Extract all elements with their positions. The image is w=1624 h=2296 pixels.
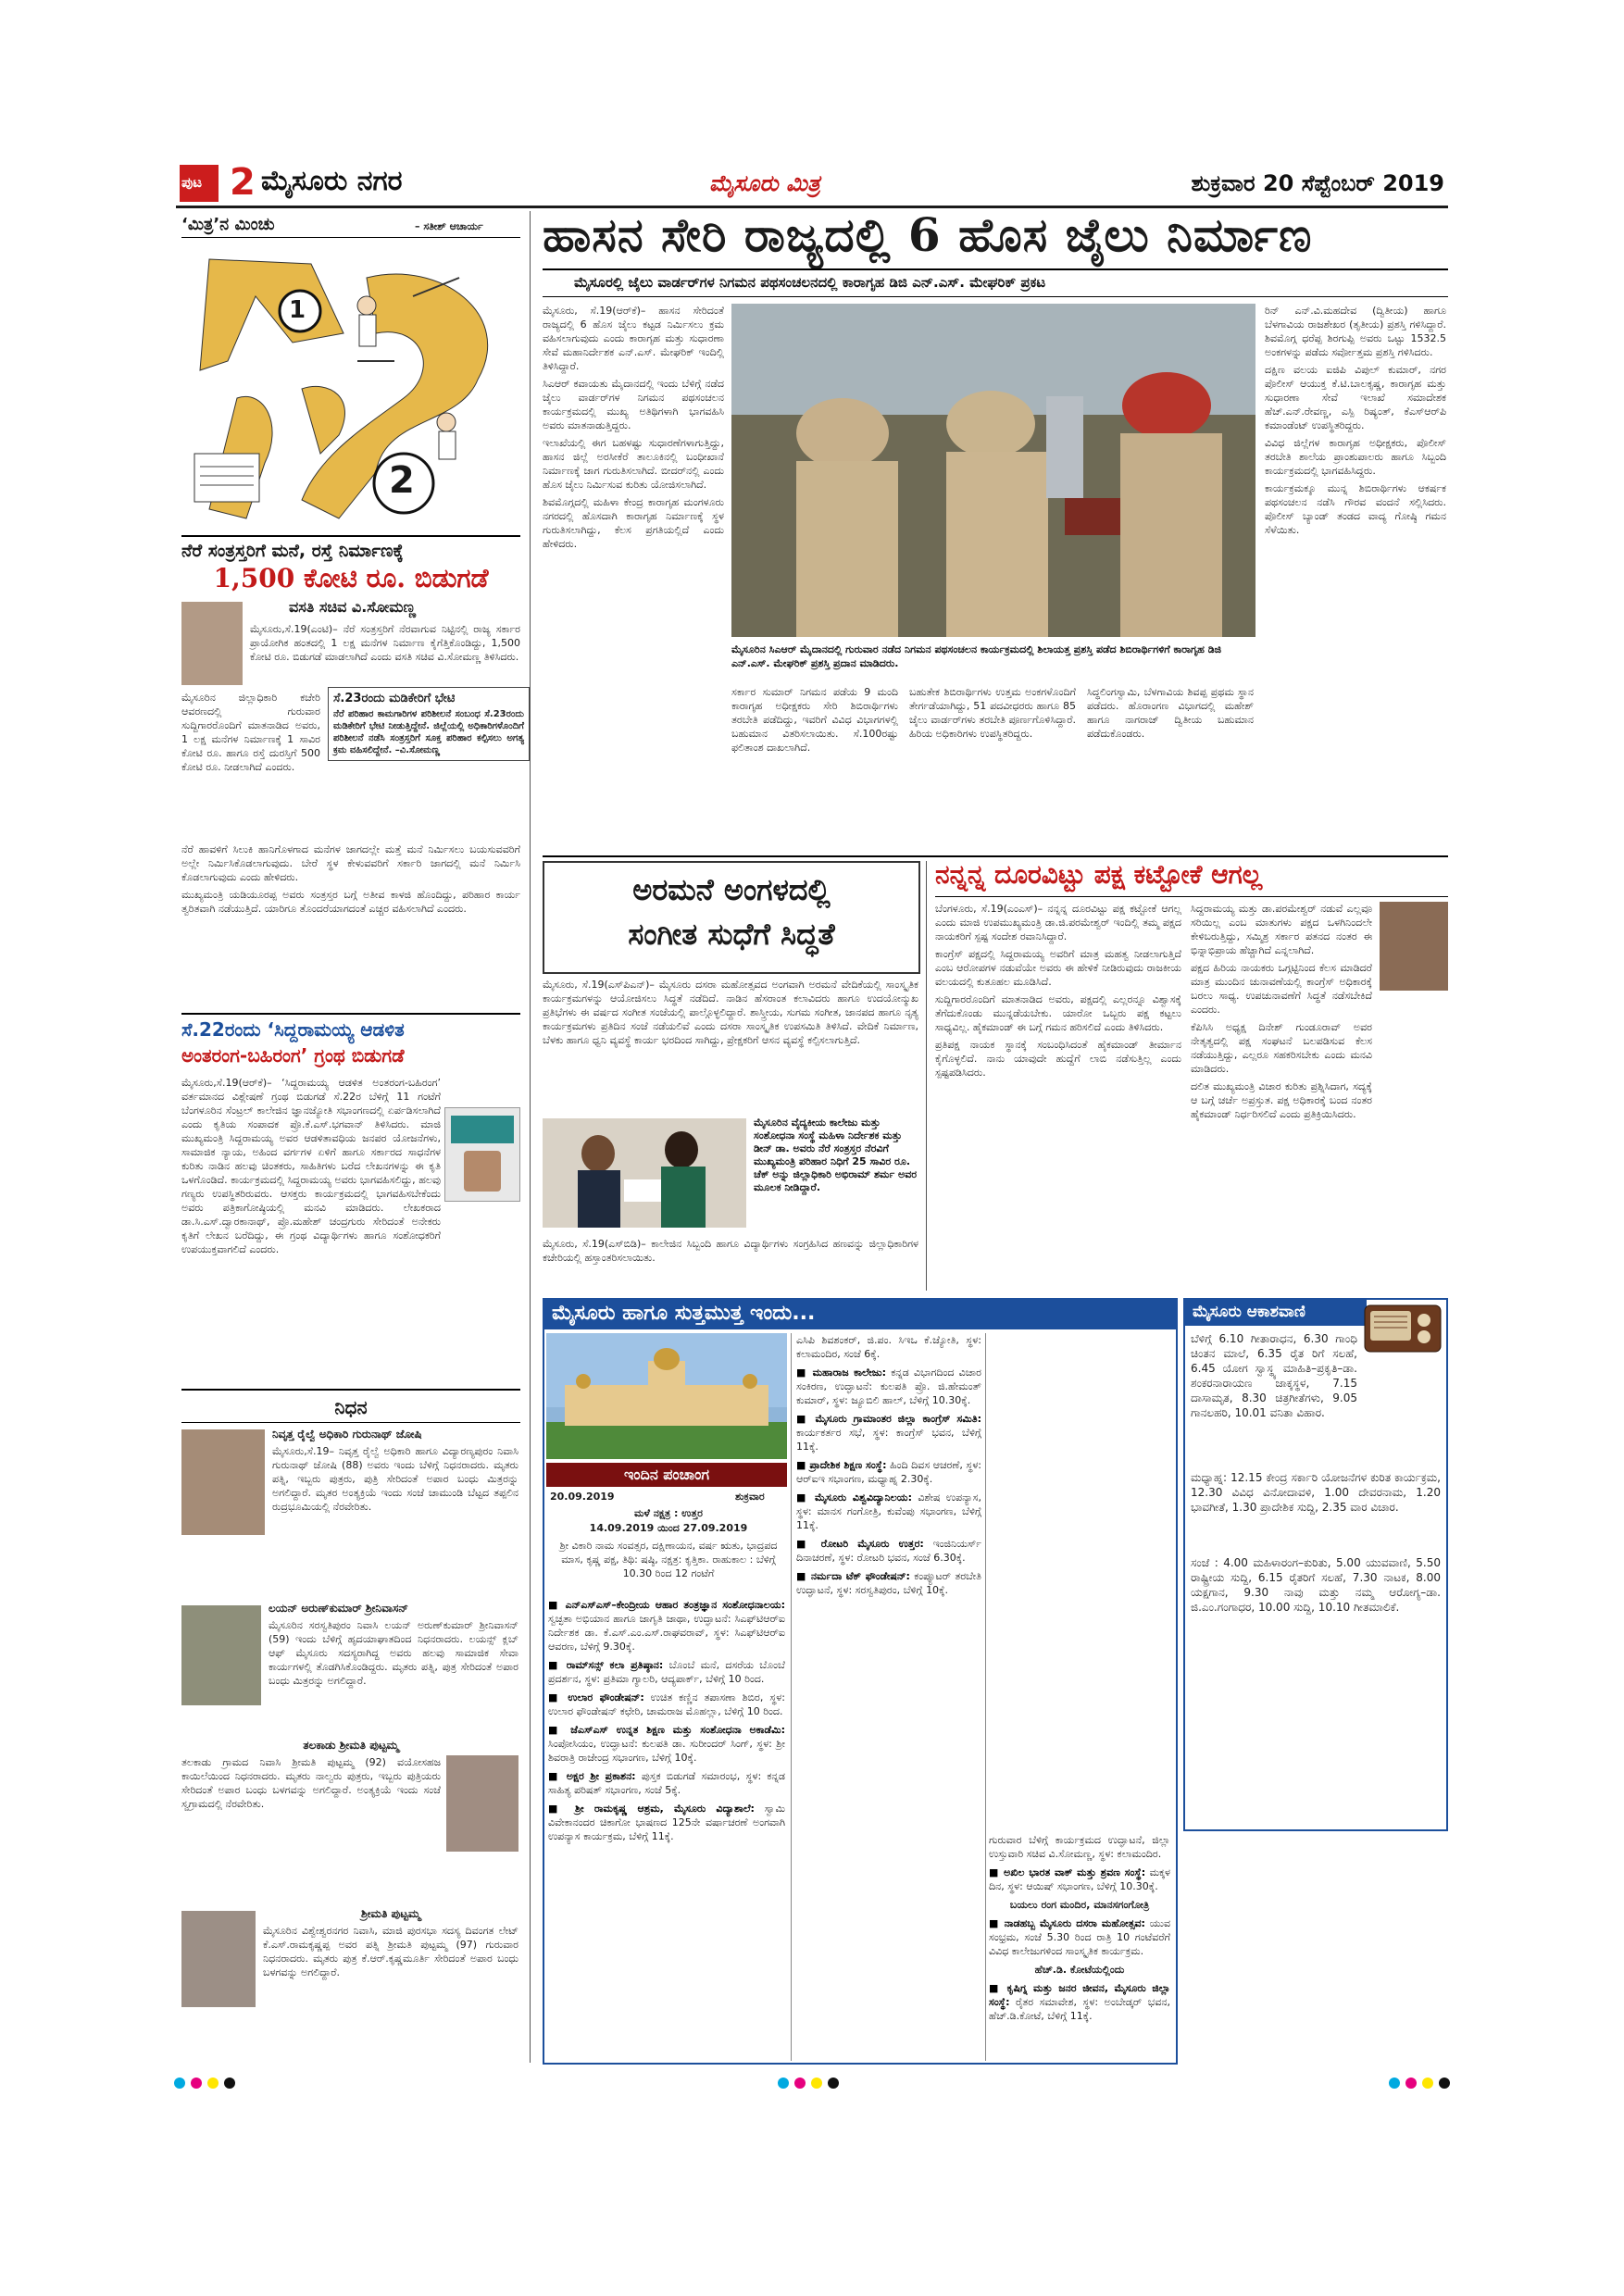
- event-b-5-text: ವಿಶೇಷ ಉಪನ್ಯಾಸ, ಸ್ಥಳ: ಮಾನಸ ಗಂಗೋತ್ರಿ, ಕುವೆಂಪು ಸಭಾಂಗಣ, ಬೆಳಿಗ್ಗೆ 11ಕ್ಕೆ.: [796, 1491, 981, 1531]
- housing-box-title: ಸೆ.23ರಂದು ಮಡಿಕೇರಿಗೆ ಭೇಟಿ: [333, 692, 456, 705]
- event-b-7: [796, 1569, 981, 1597]
- lead-p3: ಇಲಾಖೆಯಲ್ಲಿ ಈಗ ಬಹಳಷ್ಟು ಸುಧಾರಣೆಗಳಾಗುತ್ತಿದ್ದು, ಹಾಸನ ಜಿಲ್ಲೆ ಅರಸೀಕೆರೆ ತಾಲೂಕಿನಲ್ಲಿ ಬಂಧೀಖಾನೆ ನಿರ್ಮಾಣಕ್ಕೆ ಜಾಗ ಗುರುತಿಸಲಾಗಿದೆ. ಬೀದರ್‌ನಲ್ಲಿ ಎಂದು ಹೊಸ ಜೈಲು ನಿರ್ಮಿಸುವ ಕುರಿತು ಯೋಜಿಸಲಾಗಿದೆ.: [543, 437, 724, 491]
- obituary-text-2: ಮೈಸೂರಿನ ಸರಸ್ವತಿಪುರಂ ನಿವಾಸಿ ಲಯನ್ ಅರುಣ್‌ಕುಮಾರ್ ಶ್ರೀನಿವಾಸನ್ (59) ಇಂದು ಬೆಳಿಗ್ಗೆ ಹೃದಯಾಘಾತದಿಂದ ನಿಧನರಾದರು. ಲಯನ್ಸ್ ಕ್ಲಬ್ ಆಫ್ ಮೈಸೂರು ಸದಸ್ಯರಾಗಿದ್ದ ಅವರು ಹಲವು ಸಾಮಾಜಿಕ ಸೇವಾ ಕಾರ್ಯಗಳಲ್ಲಿ ತೊಡಗಿಸಿಕೊಂಡಿದ್ದರು. ಮೃತರು ಪತ್ನಿ, ಪುತ್ರ ಸೇರಿದಂತೆ ಅಪಾರ ಬಂಧು ಮಿತ್ರರನ್ನು ಅಗಲಿದ್ದಾರೆ.: [269, 1619, 518, 1687]
- housing-para-4: ಮುಖ್ಯಮಂತ್ರಿ ಯಡಿಯೂರಪ್ಪ ಅವರು ಸಂತ್ರಸ್ತರ ಬಗ್ಗೆ ಅತೀವ ಕಾಳಜಿ ಹೊಂದಿದ್ದು, ಪರಿಹಾರ ಕಾರ್ಯ ತ್ವರಿತವಾಗಿ ನಡೆಯುತ್ತಿದೆ. ಯಾರಿಗೂ ತೊಂದರೆಯಾಗದಂತೆ ಎಚ್ಚರ ವಹಿಸಲಾಗಿದೆ ಎಂದರು.: [181, 889, 520, 915]
- party-p6: ಪಕ್ಷದ ಹಿರಿಯ ನಾಯಕರು ಒಗ್ಗಟ್ಟಿನಿಂದ ಕೆಲಸ ಮಾಡಿದರೆ ಮಾತ್ರ ಮುಂದಿನ ಚುನಾವಣೆಯಲ್ಲಿ ಕಾಂಗ್ರೆಸ್ ಅಧಿಕಾರಕ್ಕೆ ಬರಲು ಸಾಧ್ಯ. ಉಪಚುನಾವಣೆಗೆ ಸಿದ್ಧತೆ ನಡೆಸಬೇಕಿದೆ ಎಂದರು.: [1191, 962, 1372, 1016]
- print-mark-yellow-mid: [811, 2078, 822, 2089]
- party-col-2: [1191, 902, 1372, 1125]
- panchang-day: ಶುಕ್ರವಾರ: [735, 1491, 765, 1503]
- book-bottom-rule: [181, 1389, 520, 1391]
- cartoon-title: ‘ಮಿತ್ರ’ನ ಮಿಂಚು: [181, 215, 275, 234]
- event-b-4-head: ■ ಪ್ರಾದೇಶಿಕ ಶಿಕ್ಷಣ ಸಂಸ್ಥೆ:: [796, 1459, 887, 1471]
- housing-para-1: ಮೈಸೂರು,ಸೆ.19(ಎಂಟಿ)– ನೆರೆ ಸಂತ್ರಸ್ತರಿಗೆ ನೆರವಾಗುವ ನಿಟ್ಟಿನಲ್ಲಿ ರಾಜ್ಯ ಸರ್ಕಾರ ಪ್ರಾಯೋಗಿಕ ಹಂತದಲ್ಲಿ 1 ಲಕ್ಷ ಮನೆಗಳ ನಿರ್ಮಾಣ ಕೈಗೆತ್ತಿಕೊಂಡಿದ್ದು, 1,500 ಕೋಟಿ ರೂ. ಬಿಡುಗಡೆ ಮಾಡಲಾಗಿದೆ ಎಂದು ವಸತಿ ಸಚಿವ ವಿ.ಸೋಮಣ್ಣ ತಿಳಿಸಿದರು.: [250, 623, 520, 663]
- section-title: ಮೈಸೂರು ನಗರ: [261, 165, 403, 197]
- panchang-range: 14.09.2019 ಯಿಂದ 27.09.2019: [589, 1522, 748, 1534]
- print-mark-yellow-left: [207, 2078, 219, 2089]
- page-number: 2: [230, 161, 256, 204]
- lead-right-p3: ವಿವಿಧ ಜಿಲ್ಲೆಗಳ ಕಾರಾಗೃಹ ಅಧೀಕ್ಷಕರು, ಪೊಲೀಸ್ ತರಬೇತಿ ಶಾಲೆಯ ಪ್ರಾಂಶುಪಾಲರು ಹಾಗೂ ಸಿಬ್ಬಂದಿ ಕಾರ್ಯಕ್ರಮದಲ್ಲಿ ಭಾಗವಹಿಸಿದ್ದರು.: [1265, 437, 1446, 477]
- housing-para-2: ಮೈಸೂರಿನ ಜಿಲ್ಲಾಧಿಕಾರಿ ಕಚೇರಿ ಆವರಣದಲ್ಲಿ ಗುರುವಾರ ಸುದ್ದಿಗಾರರೊಂದಿಗೆ ಮಾತನಾಡಿದ ಅವರು, 1 ಲಕ್ಷ ಮನೆಗಳ ನಿರ್ಮಾಣಕ್ಕೆ 1 ಸಾವಿರ ಕೋಟಿ ರೂ. ಹಾಗೂ ರಸ್ತೆ ದುರಸ್ತಿಗೆ 500 ಕೋಟಿ ರೂ. ನೀಡಲಾಗಿದೆ ಎಂದರು.: [181, 692, 320, 773]
- event-b-1: [796, 1333, 981, 1361]
- book-kicker: ಸೆ.22ರಂದು ‘ಸಿದ್ದರಾಮಯ್ಯ ಆಡಳಿತ: [181, 1018, 405, 1041]
- event-b-6-text: ಇಂಜಿನಿಯರ್ಸ್ ದಿನಾಚರಣೆ, ಸ್ಥಳ: ರೋಟರಿ ಭವನ, ಸಂಜೆ 6.30ಕ್ಕೆ.: [796, 1538, 981, 1564]
- lead-subhead: ಮೈಸೂರಲ್ಲಿ ಜೈಲು ವಾರ್ಡರ್‌ಗಳ ನಿಗಮನ ಪಥಸಂಚಲನದಲ್ಲಿ ಕಾರಾಗೃಹ ಡಿಜಿ ಎನ್.ಎಸ್. ಮೇಘರಿಕ್ ಪ್ರಕಟ: [574, 274, 1046, 291]
- lead-p4: ಶಿವಮೊಗ್ಗದಲ್ಲಿ ಮಹಿಳಾ ಕೇಂದ್ರ ಕಾರಾಗೃಹ ಮಂಗಳೂರು ನಗರದಲ್ಲಿ ಹೊಸದಾಗಿ ಕಾರಾಗೃಹ ನಿರ್ಮಾಣಕ್ಕೆ ಸ್ಥಳ ಗುರುತಿಸಲಾಗಿದ್ದು, ಕೆಲಸ ಪ್ರಗತಿಯಲ್ಲಿದೆ ಎಂದು ಹೇಳಿದರು.: [543, 496, 724, 550]
- event-c-4-head: ■ ನಾಡಹಬ್ಬ ಮೈಸೂರು ದಸರಾ ಮಹೋತ್ಸವ:: [989, 1917, 1145, 1929]
- lead-right-p4: ಕಾರ್ಯಕ್ರಮಕ್ಕೂ ಮುನ್ನ ಶಿಬಿರಾರ್ಥಿಗಳು ಆಕರ್ಷಕ ಪಥಸಂಚಲನ ನಡೆಸಿ ಗೌರವ ವಂದನೆ ಸಲ್ಲಿಸಿದರು. ಪೊಲೀಸ್ ಬ್ಯಾಂಡ್ ತಂಡದ ವಾದ್ಯ ಗೋಷ್ಠಿ ಗಮನ ಸೆಳೆಯಿತು.: [1265, 482, 1446, 536]
- lead-col-right: [1265, 304, 1446, 541]
- cartoon-label-two: 2: [389, 459, 415, 502]
- event-b-7-text: ಕಂಪ್ಯೂಟರ್ ತರಬೇತಿ ಉದ್ಘಾಟನೆ, ಸ್ಥಳ: ಸರಸ್ವತಿಪುರಂ, ಬೆಳಿಗ್ಗೆ 10ಕ್ಕೆ.: [796, 1570, 981, 1596]
- event-a-5-text: ಪುಸ್ತಕ ಬಿಡುಗಡೆ ಸಮಾರಂಭ, ಸ್ಥಳ: ಕನ್ನಡ ಸಾಹಿತ್ಯ ಪರಿಷತ್ ಸಭಾಂಗಣ, ಸಂಜೆ 5ಕ್ಕೆ.: [548, 1770, 785, 1796]
- event-b-3-text: ಕಾರ್ಯಕರ್ತರ ಸಭೆ, ಸ್ಥಳ: ಕಾಂಗ್ರೆಸ್ ಭವನ, ಬೆಳಿಗ್ಗೆ 11ಕ್ಕೆ.: [796, 1427, 981, 1453]
- event-a-4-head: ■ ಜೆಎಸ್‌ಎಸ್ ಉನ್ನತ ಶಿಕ್ಷಣ ಮತ್ತು ಸಂಶೋಧನಾ ಅಕಾಡೆಮಿ:: [548, 1724, 785, 1736]
- event-a-2-head: ■ ರಾಮ್‌ಸನ್ಸ್ ಕಲಾ ಪ್ರತಿಷ್ಠಾನ:: [548, 1659, 664, 1671]
- panchang-body: ಶ್ರೀ ವಿಕಾರಿ ನಾಮ ಸಂವತ್ಸರ, ದಕ್ಷಿಣಾಯನ, ವರ್ಷ ಋತು, ಭಾದ್ರಪದ ಮಾಸ, ಕೃಷ್ಣ ಪಕ್ಷ, ತಿಥಿ: ಷಷ್ಠಿ, ನಕ್ಷತ್ರ: ಕೃತ್ತಿಕಾ. ರಾಹುಕಾಲ : ಬೆಳಿಗ್ಗೆ 10.30 ರಿಂದ 12 ಗಂಟೆಗೆ: [559, 1540, 778, 1579]
- event-a-6: [548, 1802, 785, 1843]
- event-b-7-head: ■ ನರ್ಮದಾ ಟೆಕ್ ಫೌಂಡೇಷನ್:: [796, 1570, 910, 1582]
- obituary-name-2: ಲಯನ್ ಅರುಣ್‌ಕುಮಾರ್ ಶ್ರೀನಿವಾಸನ್: [269, 1602, 408, 1615]
- party-p5: ಸಿದ್ದರಾಮಯ್ಯ ಮತ್ತು ಡಾ.ಪರಮೇಶ್ವರ್ ನಡುವೆ ಎಲ್ಲವೂ ಸರಿಯಿಲ್ಲ ಎಂಬ ಮಾತುಗಳು ಪಕ್ಷದ ಒಳಗಿನಿಂದಲೇ ಕೇಳಿಬರುತ್ತಿದ್ದು, ಸಮ್ಮಿಶ್ರ ಸರ್ಕಾರ ಪತನದ ನಂತರ ಈ ಭಿನ್ನಾಭಿಪ್ರಾಯ ಹೆಚ್ಚಾಗಿದೆ ಎನ್ನಲಾಗಿದೆ.: [1191, 903, 1372, 956]
- radio-morning: ಬೆಳಿಗ್ಗೆ 6.10 ಗೀತಾರಾಧನ, 6.30 ಗಾಂಧಿ ಚಿಂತನ ಮಾಲೆ, 6.35 ರೈತ ರಿಗೆ ಸಲಹೆ, 6.45 ಯೋಗ ಸ್ವಾಸ್ಥ್ಯ ಮಾಹಿತಿ–ಪ್ರಕೃತಿ–ಡಾ. ಶಂಕರನಾರಾಯಣ ಜಾಕ್ಕಸ್ಥಳ, 7.15 ದಾಸಾಮೃತ, 8.30 ಚಿತ್ರಗೀತೆಗಳು, 9.05 ಗಾನಲಹರಿ, 10.01 ವನಿತಾ ವಿಹಾರ.: [1191, 1332, 1357, 1419]
- lead-subhead-rule: [543, 296, 1448, 297]
- event-c-2-head: ■ ಅಖಿಲ ಭಾರತ ವಾಕ್ ಮತ್ತು ಶ್ರವಣ ಸಂಸ್ಥೆ:: [989, 1866, 1146, 1878]
- event-b-2: [796, 1366, 981, 1407]
- party-headline: ನನ್ನನ್ನ ದೂರವಿಟ್ಟು ಪಕ್ಷ ಕಟ್ಟೋಕೆ ಆಗಲ್ಲ: [935, 859, 1263, 890]
- party-leader-photo: [1380, 902, 1448, 991]
- cartoon-illustration: [181, 241, 520, 531]
- event-a-5: [548, 1769, 785, 1797]
- obituary-text-4: ಮೈಸೂರಿನ ವಿಶ್ವೇಶ್ವರನಗರ ನಿವಾಸಿ, ಮಾಜಿ ಪುರಸಭಾ ಸದಸ್ಯ ದಿವಂಗತ ಲೇಟ್ ಕೆ.ಎಸ್.ರಾಮಕೃಷ್ಣಪ್ಪ ಅವರ ಪತ್ನಿ ಶ್ರೀಮತಿ ಪುಟ್ಟಮ್ಮ (97) ಗುರುವಾರ ನಿಧನರಾದರು. ಮೃತರು ಪುತ್ರ ಕೆ.ಆರ್.ಕೃಷ್ಣಮೂರ್ತಿ ಸೇರಿದಂತೆ ಅಪಾರ ಬಂಧು ಬಳಗವನ್ನು ಅಗಲಿದ್ದಾರೆ.: [263, 1925, 518, 1978]
- event-a-3-head: ■ ಉಲಾರ ಫೌಂಡೇಷನ್:: [548, 1691, 644, 1703]
- cartoon-rule: [181, 237, 520, 238]
- party-p2: ಕಾಂಗ್ರೆಸ್ ಪಕ್ಷದಲ್ಲಿ ಸಿದ್ದರಾಮಯ್ಯ ಅವರಿಗೆ ಮಾತ್ರ ಮಹತ್ವ ನೀಡಲಾಗುತ್ತಿದೆ ಎಂಬ ಆರೋಪಗಳ ನಡುವೆಯೇ ಅವರು ಈ ಹೇಳಿಕೆ ನೀಡಿರುವುದು ರಾಜಕೀಯ ವಲಯದಲ್ಲಿ ಕುತೂಹಲ ಮೂಡಿಸಿದೆ.: [935, 948, 1181, 988]
- print-mark-cyan-left: [174, 2078, 185, 2089]
- obituary-photo-3: [446, 1755, 518, 1852]
- minister-photo: [181, 602, 243, 685]
- event-a-3-text: ಉಚಿತ ಕಣ್ಣಿನ ತಪಾಸಣಾ ಶಿಬಿರ, ಸ್ಥಳ: ಉಲಾರ ಫೌಂಡೇಷನ್ ಕಛೇರಿ, ಚಾಮರಾಜ ಮೊಹಲ್ಲಾ, ಬೆಳಿಗ್ಗೆ 10 ರಿಂದ.: [548, 1691, 785, 1717]
- college-photo: [543, 1118, 746, 1228]
- college-caption: ಮೈಸೂರಿನ ವೈದ್ಯಕೀಯ ಕಾಲೇಜು ಮತ್ತು ಸಂಶೋಧನಾ ಸಂಸ್ಥೆ ಮಹಿಳಾ ನಿರ್ದೇಶಕ ಮತ್ತು ಡೀನ್ ಡಾ. ಅವರು ನೆರೆ ಸಂತ್ರಸ್ತರ ನೆರವಿಗೆ ಮುಖ್ಯಮಂತ್ರಿ ಪರಿಹಾರ ನಿಧಿಗೆ 25 ಸಾವಿರ ರೂ. ಚೆಕ್ ಅನ್ನು ಜಿಲ್ಲಾಧಿಕಾರಿ ಅಭಿರಾಮ್ ಶರ್ಮ ಅವರ ಮೂಲಕ ನೀಡಿದ್ದಾರೆ.: [754, 1117, 918, 1193]
- print-mark-magenta-mid: [794, 2078, 806, 2089]
- lead-headline-rule: [543, 268, 1448, 270]
- event-c-1-text: ಗುರುವಾರ ಬೆಳಿಗ್ಗೆ ಕಾರ್ಯಕ್ರಮದ ಉದ್ಘಾಟನೆ, ಜಿಲ್ಲಾ ಉಸ್ತುವಾರಿ ಸಚಿವ ವಿ.ಸೋಮಣ್ಣ, ಸ್ಥಳ: ಕಲಾಮಂದಿರ.: [989, 1834, 1170, 1860]
- panchang-date: 20.09.2019: [550, 1491, 615, 1503]
- print-mark-cyan-right: [1389, 2078, 1400, 2089]
- event-a-2-text: ಬೊಂಬೆ ಮನೆ, ದಸರೆಯ ಬೊಂಬೆ ಪ್ರದರ್ಶನ, ಸ್ಥಳ: ಪ್ರತಿಮಾ ಗ್ಯಾಲರಿ, ಆದ್ಯಪಾರ್ಕ್, ಬೆಳಿಗ್ಗೆ 10 ರಿಂದ.: [548, 1659, 785, 1685]
- event-b-3-head: ■ ಮೈಸೂರು ಗ್ರಾಮಾಂತರ ಜಿಲ್ಲಾ ಕಾಂಗ್ರೆಸ್ ಸಮಿತಿ:: [796, 1413, 981, 1425]
- radio-noon: ಮಧ್ಯಾಹ್ನ: 12.15 ಕೇಂದ್ರ ಸರ್ಕಾರಿ ಯೋಜನೆಗಳ ಕುರಿತ ಕಾರ್ಯಕ್ರಮ, 12.30 ವಿವಿಧ ವಿನೋದಾವಳಿ, 1.00 ದೇವರನಾಮ, 1.20 ಭಾವಗೀತೆ, 1.30 ಪ್ರಾದೇಶಿಕ ಸುದ್ದಿ, 2.35 ವಾರ ವಿಚಾರ.: [1191, 1471, 1441, 1514]
- lead-col-1: [543, 304, 724, 555]
- housing-bottom-rule: [181, 1013, 520, 1015]
- housing-body: [250, 622, 520, 668]
- print-mark-black-mid: [828, 2078, 839, 2089]
- lead-col-4: ಸಿದ್ಧಲಿಂಗಸ್ವಾಮಿ, ಬೆಳಗಾವಿಯ ಶಿವಪ್ಪ ಪ್ರಥಮ ಸ್ಥಾನ ಪಡೆದರು. ಹೊರಾಂಗಣ ವಿಭಾಗದಲ್ಲಿ ಮಹೇಶ್ ಹಾಗೂ ನಾಗರಾಜ್ ದ್ವಿತೀಯ ಬಹುಮಾನ ಪಡೆದುಕೊಂಡರು.: [1087, 686, 1254, 740]
- party-p4: ಪ್ರತಿಪಕ್ಷ ನಾಯಕ ಸ್ಥಾನಕ್ಕೆ ಸಂಬಂಧಿಸಿದಂತೆ ಹೈಕಮಾಂಡ್ ತೀರ್ಮಾನ ಕೈಗೊಳ್ಳಲಿದೆ. ನಾನು ಯಾವುದೇ ಹುದ್ದೆಗೆ ಲಾಬಿ ನಡೆಸುತ್ತಿಲ್ಲ ಎಂದು ಸ್ಪಷ್ಟಪಡಿಸಿದರು.: [935, 1039, 1181, 1079]
- obituary-photo-4: [181, 1911, 256, 2007]
- college-body: ಮೈಸೂರು, ಸೆ.19(ಎಸ್‌ಬಿಡಿ)– ಕಾಲೇಜಿನ ಸಿಬ್ಬಂದಿ ಹಾಗೂ ವಿದ್ಯಾರ್ಥಿಗಳು ಸಂಗ್ರಹಿಸಿದ ಹಣವನ್ನು ಜಿಲ್ಲಾಧಿಕಾರಿಗಳ ಕಚೇರಿಯಲ್ಲಿ ಹಸ್ತಾಂತರಿಸಲಾಯಿತು.: [543, 1238, 918, 1264]
- cartoon-artist: – ಸತೀಶ್ ಆಚಾರ್ಯ: [415, 220, 483, 232]
- event-b-4-text: ಹಿಂದಿ ದಿವಸ ಆಚರಣೆ, ಸ್ಥಳ: ಆರ್‌ಐಇ ಸಭಾಂಗಣ, ಮಧ್ಯಾಹ್ನ 2.30ಕ್ಕೆ.: [796, 1459, 982, 1485]
- event-b-2-text: ಕನ್ನಡ ವಿಭಾಗದಿಂದ ವಿಚಾರ ಸಂಕಿರಣ, ಉದ್ಘಾಟನೆ: ಕುಲಪತಿ ಪ್ರೊ. ಜಿ.ಹೇಮಂತ್ ಕುಮಾರ್, ಸ್ಥಳ: ಜ್ಯೂಬಿಲಿ ಹಾಲ್, ಬೆಳಿಗ್ಗೆ 10.30ಕ್ಕೆ.: [796, 1366, 981, 1406]
- event-c-6: [989, 1981, 1170, 2023]
- print-mark-cyan-mid: [778, 2078, 789, 2089]
- party-p1: ಬೆಂಗಳೂರು, ಸೆ.19(ಎಂಎಸ್)– ನನ್ನನ್ನ ದೂರವಿಟ್ಟು ಪಕ್ಷ ಕಟ್ಟೋಕೆ ಆಗಲ್ಲ ಎಂದು ಮಾಜಿ ಉಪಮುಖ್ಯಮಂತ್ರಿ ಡಾ.ಜಿ.ಪರಮೇಶ್ವರ್ ಇಂದಿಲ್ಲಿ ತಮ್ಮ ಪಕ್ಷದ ನಾಯಕರಿಗೆ ಸ್ಪಷ್ಟ ಸಂದೇಶ ರವಾನಿಸಿದ್ದಾರೆ.: [935, 903, 1181, 942]
- event-c-6-text: ರೈತರ ಸಮಾವೇಶ, ಸ್ಥಳ: ಅಂಬೇಡ್ಕರ್ ಭವನ, ಹೆಚ್.ಡಿ.ಕೋಟೆ, ಬೆಳಿಗ್ಗೆ 11ಕ್ಕೆ.: [989, 1996, 1170, 2022]
- event-b-6: [796, 1537, 981, 1565]
- cartoon-label-one: 1: [289, 296, 306, 324]
- print-mark-magenta-right: [1405, 2078, 1417, 2089]
- event-b-5: [796, 1491, 981, 1532]
- party-col-1: [935, 902, 1181, 1083]
- events-divider-1: [791, 1333, 792, 2061]
- lead-right-p1: ರಿನ್ ಎನ್.ವಿ.ಮಹದೇವ (ದ್ವಿತೀಯ) ಹಾಗೂ ಬೆಳಗಾವಿಯ ರಾಜಶೇಖರ (ತೃತೀಯ) ಪ್ರಶಸ್ತಿ ಗಳಿಸಿದ್ದಾರೆ. ಶಿವಮೊಗ್ಗ ಧರೆಪ್ಪ ಶಿರಗುಪ್ಪಿ ಅವರು ಒಟ್ಟು 1532.5 ಅಂಕಗಳನ್ನು ಪಡೆದು ಸರ್ವೋತ್ತಮ ಪ್ರಶಸ್ತಿ ಗಳಿಸಿದರು.: [1265, 305, 1446, 358]
- book-cover: [444, 1107, 520, 1202]
- events-col-a: [548, 1598, 785, 1848]
- radio-evening: ಸಂಜೆ : 4.00 ಮಹಿಳಾರಂಗ–ಕುರಿತು, 5.00 ಯುವವಾಣಿ, 5.50 ರಾಷ್ಟ್ರೀಯ ಸುದ್ದಿ, 6.15 ರೈತರಿಗೆ ಸಲಹೆ, 7.30 ನಾಟಕ, 8.00 ಯಕ್ಷಗಾನ, 9.30 ನಾವು ಮತ್ತು ನಮ್ಮ ಆರೋಗ್ಯ–ಡಾ. ಜಿ.ಎಂ.ಗಂಗಾಧರ, 10.00 ಸುದ್ದಿ, 10.10 ಗೀತಮಾಲಿಕೆ.: [1191, 1556, 1441, 1614]
- print-mark-magenta-left: [191, 2078, 202, 2089]
- lead-col-3: ಬಹುತೇಕ ಶಿಬಿರಾರ್ಥಿಗಳು ಉತ್ತಮ ಅಂಕಗಳೊಂದಿಗೆ ತೇರ್ಗಡೆಯಾಗಿದ್ದು, 51 ಪದವೀಧರರು ಹಾಗೂ 85 ಜೈಲು ವಾರ್ಡರ್‌ಗಳು ತರಬೇತಿ ಪೂರ್ಣಗೊಳಿಸಿದ್ದಾರೆ. ಹಿರಿಯ ಅಧಿಕಾರಿಗಳು ಉಪಸ್ಥಿತರಿದ್ದರು.: [909, 686, 1076, 740]
- cartoon-bottom-rule: [181, 535, 520, 537]
- event-c-6-head: ■ ಕೃಷಿಗ್ನ ಮತ್ತು ಜನರ ಜೀವನ, ಮೈಸೂರು ಜಿಲ್ಲಾ ಸಂಸ್ಥೆ:: [989, 1982, 1170, 2008]
- music-body: ಮೈಸೂರು, ಸೆ.19(ಎಸ್‌ಪಿಎನ್)– ಮೈಸೂರು ದಸರಾ ಮಹೋತ್ಸವದ ಅಂಗವಾಗಿ ಅರಮನೆ ವೇದಿಕೆಯಲ್ಲಿ ಸಾಂಸ್ಕೃತಿಕ ಕಾರ್ಯಕ್ರಮಗಳನ್ನು ಆಯೋಜಿಸಲು ಸಿದ್ಧತೆ ನಡೆದಿದೆ. ನಾಡಿನ ಹೆಸರಾಂತ ಕಲಾವಿದರು ಹಾಗೂ ಉದಯೋನ್ಮುಖ ಪ್ರತಿಭೆಗಳು ಈ ವರ್ಷದ ಸಂಗೀತ ಸಂಜೆಯಲ್ಲಿ ಪಾಲ್ಗೊಳ್ಳಲಿದ್ದಾರೆ. ಶಾಸ್ತ್ರೀಯ, ಸುಗಮ ಸಂಗೀತ, ಜಾನಪದ ಹಾಗೂ ನೃತ್ಯ ಕಾರ್ಯಕ್ರಮಗಳು ಪ್ರತಿದಿನ ಸಂಜೆ ನಡೆಯಲಿವೆ ಎಂದು ದಸರಾ ಸಾಂಸ್ಕೃತಿಕ ಉಪಸಮಿತಿ ತಿಳಿಸಿದೆ. ವೇದಿಕೆ ನಿರ್ಮಾಣ, ಬೆಳಕು ಹಾಗೂ ಧ್ವನಿ ವ್ಯವಸ್ಥೆ ಕಾರ್ಯ ಭರದಿಂದ ಸಾಗಿದ್ದು, ಪ್ರೇಕ್ಷಕರಿಗೆ ಆಸನ ವ್ಯವಸ್ಥೆ ಕಲ್ಪಿಸಲಾಗುತ್ತಿದೆ.: [543, 979, 918, 1046]
- event-b-2-head: ■ ಮಹಾರಾಜ ಕಾಲೇಜು:: [796, 1366, 887, 1379]
- events-col-c: [989, 1833, 1170, 2028]
- lead-bottom-rule: [543, 855, 1448, 857]
- lead-photo: [731, 304, 1255, 637]
- event-c-3-text: ಬಯಲು ರಂಗ ಮಂದಿರ, ಮಾನಸಗಂಗೋತ್ರಿ: [1009, 1899, 1150, 1911]
- masthead: ಮೈಸೂರು ಮಿತ್ರ: [709, 170, 820, 196]
- event-c-5: [989, 1963, 1170, 1977]
- lead-photo-caption: ಮೈಸೂರಿನ ಸಿಎಆರ್ ಮೈದಾನದಲ್ಲಿ ಗುರುವಾರ ನಡೆದ ನಿಗಮನ ಪಥಸಂಚಲನ ಕಾರ್ಯಕ್ರಮದಲ್ಲಿ ಶಿಲಾಯತ್ತ ಪ್ರಶಸ್ತಿ ಪಡೆದ ಶಿಬಿರಾರ್ಥಿಗಳಿಗೆ ಕಾರಾಗೃಹ ಡಿಜಿ ಎನ್.ಎಸ್. ಮೇಘರಿಕ್ ಪ್ರಶಸ್ತಿ ಪ್ರದಾನ ಮಾಡಿದರು.: [731, 643, 1222, 669]
- event-b-3: [796, 1412, 981, 1454]
- music-party-divider: [926, 861, 927, 1291]
- obituary-title: ನಿಧನ: [181, 1396, 520, 1423]
- housing-para-3: ನೆರೆ ಹಾವಳಿಗೆ ಸಿಲುಕಿ ಹಾನಿಗೊಳಗಾದ ಮನೆಗಳ ಜಾಗದಲ್ಲೇ ಮತ್ತೆ ಮನೆ ನಿರ್ಮಿಸಲು ಬಯಸುವವರಿಗೆ ಅಲ್ಲೇ ನಿರ್ಮಿಸಿಕೊಡಲಾಗುವುದು. ಬೇರೆ ಸ್ಥಳ ಕೇಳುವವರಿಗೆ ಸರ್ಕಾರಿ ಜಾಗದಲ್ಲಿ ಮನೆ ನಿರ್ಮಿಸಿ ಕೊಡಲಾಗುವುದು ಎಂದು ಹೇಳಿದರು.: [181, 843, 520, 883]
- housing-headline: 1,500 ಕೋಟಿ ರೂ. ಬಿಡುಗಡೆ: [213, 563, 489, 593]
- event-a-2: [548, 1658, 785, 1686]
- issue-date: ಶುಕ್ರವಾರ 20 ಸೆಪ್ಟೆಂಬರ್ 2019: [1191, 170, 1444, 196]
- event-c-4-text: ಯುವ ಸಂಭ್ರಮ, ಸಂಜೆ 5.30 ರಿಂದ ರಾತ್ರಿ 10 ಗಂಟೆವರೆಗೆ ವಿವಿಧ ಕಾಲೇಜುಗಳಿಂದ ಸಾಂಸ್ಕೃತಿಕ ಕಾರ್ಯಕ್ರಮ.: [989, 1917, 1171, 1957]
- music-line1: ಅರಮನೆ ಅಂಗಳದಲ್ಲಿ: [632, 872, 831, 907]
- party-headline-rule: [935, 896, 1448, 897]
- today-title: ಮೈಸೂರು ಹಾಗೂ ಸುತ್ತಮುತ್ತ ಇಂದು...: [543, 1298, 1178, 1329]
- palace-photo: [546, 1333, 787, 1459]
- lead-right-p2: ದಕ್ಷಿಣ ವಲಯ ಐಜಿಪಿ ವಿಪುಲ್ ಕುಮಾರ್, ನಗರ ಪೊಲೀಸ್ ಆಯುಕ್ತ ಕೆ.ಟಿ.ಬಾಲಕೃಷ್ಣ, ಕಾರಾಗೃಹ ಮತ್ತು ಸುಧಾರಣಾ ಸೇವೆ ಇಲಾಖೆ ಸಮಾದೇಶಕ ಹೆಚ್.ಎನ್.ರೇವಣ್ಣ, ಎಸ್ಪಿ ರಿಷ್ಯಂತ್, ಕೆಎಸ್‌ಆರ್‌ಪಿ ಕಮಾಂಡೆಂಟ್ ಉಪಸ್ಥಿತರಿದ್ದರು.: [1265, 364, 1446, 431]
- party-p3: ಸುದ್ದಿಗಾರರೊಂದಿಗೆ ಮಾತನಾಡಿದ ಅವರು, ಪಕ್ಷದಲ್ಲಿ ಎಲ್ಲರನ್ನೂ ವಿಶ್ವಾಸಕ್ಕೆ ತೆಗೆದುಕೊಂಡು ಮುನ್ನಡೆಯಬೇಕು. ಯಾರೋ ಒಬ್ಬರು ಪಕ್ಷ ಕಟ್ಟಲು ಸಾಧ್ಯವಿಲ್ಲ. ಹೈಕಮಾಂಡ್ ಈ ಬಗ್ಗೆ ಗಮನ ಹರಿಸಲಿದೆ ಎಂದು ತಿಳಿಸಿದರು.: [935, 993, 1181, 1033]
- event-a-5-head: ■ ಅಕ್ಷರ ಶ್ರೀ ಪ್ರಕಾಶನ:: [548, 1770, 636, 1782]
- music-line2: ಸಂಗೀತ ಸುಧೆಗೆ ಸಿದ್ಧತೆ: [628, 917, 835, 952]
- event-a-1-text: ಸ್ವಚ್ಛತಾ ಅಭಿಯಾನ ಹಾಗೂ ಜಾಗೃತಿ ಜಾಥಾ, ಉದ್ಘಾಟನೆ: ಸಿಎಫ್‌ಟಿಆರ್‌ಐ ನಿರ್ದೇಶಕ ಡಾ. ಕೆ.ಎಸ್.ಎಂ.ಎಸ್.ರಾಘವರಾವ್, ಸ್ಥಳ: ಸಿಎಫ್‌ಟಿಆರ್‌ಐ ಆವರಣ, ಬೆಳಿಗ್ಗೆ 9.30ಕ್ಕೆ.: [548, 1613, 785, 1653]
- book-body: ಮೈಸೂರು,ಸೆ.19(ಆರ್‌ಕೆ)– ‘ಸಿದ್ದರಾಮಯ್ಯ ಆಡಳಿತ ಅಂತರಂಗ-ಬಹಿರಂಗ’ ವರ್ತಮಾನದ ವಿಶ್ಲೇಷಣೆ ಗ್ರಂಥ ಬಿಡುಗಡೆ ಸೆ.22ರ ಬೆಳಿಗ್ಗೆ 11 ಗಂಟೆಗೆ ಬೆಂಗಳೂರಿನ ಸೆಂಟ್ರಲ್ ಕಾಲೇಜಿನ ಜ್ಞಾನಜ್ಯೋತಿ ಸಭಾಂಗಣದಲ್ಲಿ ಏರ್ಪಡಿಸಲಾಗಿದೆ ಎಂದು ಕೃತಿಯ ಸಂಪಾದಕ ಪ್ರೊ.ಕೆ.ಎಸ್.ಭಗವಾನ್ ತಿಳಿಸಿದರು. ಮಾಜಿ ಮುಖ್ಯಮಂತ್ರಿ ಸಿದ್ದರಾಮಯ್ಯ ಅವರ ಆಡಳಿತಾವಧಿಯ ಜನಪರ ಯೋಜನೆಗಳು, ಸಾಮಾಜಿಕ ನ್ಯಾಯ, ಅಹಿಂದ ವರ್ಗಗಳ ಏಳಿಗೆ ಹಾಗೂ ಸರ್ಕಾರದ ಸಾಧನೆಗಳ ಕುರಿತು ನಾಡಿನ ಹಲವು ಚಿಂತಕರು, ಸಾಹಿತಿಗಳು ಬರೆದ ಲೇಖನಗಳನ್ನು ಈ ಕೃತಿ ಒಳಗೊಂಡಿದೆ. ಕಾರ್ಯಕ್ರಮದಲ್ಲಿ ಸಿದ್ದರಾಮಯ್ಯ ಅವರು ಭಾಗವಹಿಸಲಿದ್ದು, ಹಲವು ಗಣ್ಯರು ಉಪಸ್ಥಿತರಿರುವರು. ಆಸಕ್ತರು ಕಾರ್ಯಕ್ರಮದಲ್ಲಿ ಭಾಗವಹಿಸಬೇಕೆಂದು ಅವರು ಪತ್ರಿಕಾಗೋಷ್ಠಿಯಲ್ಲಿ ಮನವಿ ಮಾಡಿದರು. ಲೇಖಕರಾದ ಡಾ.ಸಿ.ಎಸ್.ದ್ವಾರಕಾನಾಥ್, ಪ್ರೊ.ಮಹೇಶ್ ಚಂದ್ರಗುರು ಸೇರಿದಂತೆ ಅನೇಕರು ಕೃತಿಗೆ ಲೇಖನ ಬರೆದಿದ್ದು, ಈ ಗ್ರಂಥ ವಿದ್ಯಾರ್ಥಿಗಳು ಹಾಗೂ ಸಂಶೋಧಕರಿಗೆ ಉಪಯುಕ್ತವಾಗಲಿದೆ ಎಂದರು.: [181, 1077, 441, 1255]
- event-a-3: [548, 1691, 785, 1718]
- party-p7: ಕೆಪಿಸಿಸಿ ಅಧ್ಯಕ್ಷ ದಿನೇಶ್ ಗುಂಡೂರಾವ್ ಅವರ ನೇತೃತ್ವದಲ್ಲಿ ಪಕ್ಷ ಸಂಘಟನೆ ಬಲಪಡಿಸುವ ಕೆಲಸ ನಡೆಯುತ್ತಿದ್ದು, ಎಲ್ಲರೂ ಸಹಕರಿಸಬೇಕು ಎಂದು ಮನವಿ ಮಾಡಿದರು.: [1191, 1021, 1372, 1075]
- housing-body-left: [181, 691, 320, 778]
- obituary-name-3: ತಲಕಾಡು ಶ್ರೀಮತಿ ಪುಟ್ಟಮ್ಮ: [303, 1739, 399, 1752]
- event-b-4: [796, 1458, 981, 1486]
- print-mark-yellow-right: [1422, 2078, 1433, 2089]
- lead-p1: ಮೈಸೂರು, ಸೆ.19(ಆರ್‌ಕೆ)– ಹಾಸನ ಸೇರಿದಂತೆ ರಾಜ್ಯದಲ್ಲಿ 6 ಹೊಸ ಜೈಲು ಕಟ್ಟಡ ನಿರ್ಮಿಸಲು ಕ್ರಮ ವಹಿಸಲಾಗುವುದು ಎಂದು ಕಾರಾಗೃಹ ಮತ್ತು ಸುಧಾರಣಾ ಸೇವೆ ಮಹಾನಿರ್ದೇಶಕ ಎನ್.ಎಸ್. ಮೇಘರಿಕ್ ಇಂದಿಲ್ಲಿ ತಿಳಿಸಿದ್ದಾರೆ.: [543, 305, 724, 372]
- event-a-1-head: ■ ಎನ್‌ಎಸ್‌ಎಸ್–ಕೇಂದ್ರೀಯ ಆಹಾರ ತಂತ್ರಜ್ಞಾನ ಸಂಶೋಧನಾಲಯ:: [548, 1599, 785, 1611]
- obituary-text-3: ತಲಕಾಡು ಗ್ರಾಮದ ನಿವಾಸಿ ಶ್ರೀಮತಿ ಪುಟ್ಟಮ್ಮ (92) ವಯೋಸಹಜ ಕಾಯಿಲೆಯಿಂದ ನಿಧನರಾದರು. ಮೃತರು ನಾಲ್ವರು ಪುತ್ರರು, ಇಬ್ಬರು ಪುತ್ರಿಯರು ಸೇರಿದಂತೆ ಅಪಾರ ಬಂಧು ಬಳಗವನ್ನು ಅಗಲಿದ್ದಾರೆ. ಅಂತ್ಯಕ್ರಿಯೆ ಇಂದು ಸಂಜೆ ಸ್ವಗ್ರಾಮದಲ್ಲಿ ನೆರವೇರಿತು.: [181, 1756, 441, 1810]
- event-c-2-text: ಮಕ್ಕಳ ದಿನ, ಸ್ಥಳ: ಆಯಿಷ್ ಸಭಾಂಗಣ, ಬೆಳಿಗ್ಗೆ 10.30ಕ್ಕೆ.: [989, 1866, 1170, 1892]
- event-b-1-text: ಎಸಿಪಿ ಶಿವಶಂಕರ್, ಜಿ.ಪಂ. ಸಿಇಒ ಕೆ.ಜ್ಯೋತಿ, ಸ್ಥಳ: ಕಲಾಮಂದಿರ, ಸಂಜೆ 6ಕ್ಕೆ.: [796, 1334, 981, 1360]
- events-col-b: [796, 1333, 981, 1602]
- event-c-5-text: ಹೆಚ್.ಡಿ. ಕೋಟೆಯಲ್ಲಿಂದು: [1034, 1964, 1125, 1976]
- book-headline: ಅಂತರಂಗ-ಬಹಿರಂಗ’ ಗ್ರಂಥ ಬಿಡುಗಡೆ: [181, 1044, 405, 1067]
- lead-p2: ಸಿಎಆರ್ ಕವಾಯತು ಮೈದಾನದಲ್ಲಿ ಇಂದು ಬೆಳಿಗ್ಗೆ ನಡೆದ ಜೈಲು ವಾರ್ಡರ್‌ಗಳ ನಿಗಮನ ಪಥಸಂಚಲನ ಕಾರ್ಯಕ್ರಮದಲ್ಲಿ ಮುಖ್ಯ ಅತಿಥಿಗಳಾಗಿ ಭಾಗವಹಿಸಿ ಅವರು ಮಾತನಾಡುತ್ತಿದ್ದರು.: [543, 378, 724, 431]
- event-c-2: [989, 1866, 1170, 1893]
- radio-icon: [1361, 1300, 1444, 1355]
- print-mark-black-right: [1439, 2078, 1450, 2089]
- event-a-6-head: ■ ಶ್ರೀ ರಾಮಕೃಷ್ಣ ಆಶ್ರಮ, ಮೈಸೂರು ವಿದ್ಯಾಶಾಲೆ:: [548, 1803, 755, 1815]
- lead-headline: ಹಾಸನ ಸೇರಿ ರಾಜ್ಯದಲ್ಲಿ 6 ಹೊಸ ಜೈಲು ನಿರ್ಮಾಣ: [543, 207, 1313, 262]
- party-p8: ದಲಿತ ಮುಖ್ಯಮಂತ್ರಿ ವಿಚಾರ ಕುರಿತು ಪ್ರಶ್ನಿಸಿದಾಗ, ಸದ್ಯಕ್ಕೆ ಆ ಬಗ್ಗೆ ಚರ್ಚೆ ಅಪ್ರಸ್ತುತ. ಪಕ್ಷ ಅಧಿಕಾರಕ್ಕೆ ಬಂದ ನಂತರ ಹೈಕಮಾಂಡ್ ನಿರ್ಧರಿಸಲಿದೆ ಎಂದು ಪ್ರತಿಕ್ರಿಯಿಸಿದರು.: [1191, 1080, 1372, 1120]
- event-c-3: [989, 1898, 1170, 1912]
- event-a-6-text: ಸ್ವಾಮಿ ವಿವೇಕಾನಂದರ ಚಿಕಾಗೋ ಭಾಷಣದ 125ನೇ ವರ್ಷಾಚರಣೆ ಅಂಗವಾಗಿ ಉಪನ್ಯಾಸ ಕಾರ್ಯಕ್ರಮ, ಬೆಳಿಗ್ಗೆ 11ಕ್ಕೆ.: [548, 1803, 785, 1842]
- event-b-6-head: ■ ರೋಟರಿ ಮೈಸೂರು ಉತ್ತರ:: [796, 1538, 924, 1550]
- panchang-nakshatra: ಮಳೆ ನಕ್ಷತ್ರ : ಉತ್ತರ: [634, 1507, 703, 1519]
- obituary-photo-2: [181, 1605, 261, 1705]
- obituary-text-1: ಮೈಸೂರು,ಸೆ.19– ನಿವೃತ್ತ ರೈಲ್ವೆ ಅಧಿಕಾರಿ ಹಾಗೂ ವಿದ್ಯಾರಣ್ಯಪುರಂ ನಿವಾಸಿ ಗುರುನಾಥ್ ಜೋಷಿ (88) ಅವರು ಇಂದು ಬೆಳಿಗ್ಗೆ ನಿಧನರಾದರು. ಮೃತರು ಪತ್ನಿ, ಇಬ್ಬರು ಪುತ್ರರು, ಪುತ್ರಿ ಸೇರಿದಂತೆ ಅಪಾರ ಬಂಧು ಮಿತ್ರರನ್ನು ಅಗಲಿದ್ದಾರೆ. ಮೃತರ ಅಂತ್ಯಕ್ರಿಯೆ ಇಂದು ಸಂಜೆ ಚಾಮುಂಡಿ ಬೆಟ್ಟದ ತಪ್ಪಲಿನ ರುದ್ರಭೂಮಿಯಲ್ಲಿ ನೆರವೇರಿತು.: [272, 1445, 518, 1513]
- housing-body-bottom: [181, 842, 520, 919]
- obituary-name-1: ನಿವೃತ್ತ ರೈಲ್ವೆ ಅಧಿಕಾರಿ ಗುರುನಾಥ್ ಜೋಷಿ: [272, 1428, 422, 1441]
- event-a-4-text: ಸಿಂಪೋಸಿಯಂ, ಉದ್ಘಾಟನೆ: ಕುಲಪತಿ ಡಾ. ಸುರೀಂದರ್ ಸಿಂಗ್, ಸ್ಥಳ: ಶ್ರೀ ಶಿವರಾತ್ರಿ ರಾಜೇಂದ್ರ ಸಭಾಂಗಣ, ಬೆಳಿಗ್ಗೆ 10ಕ್ಕೆ.: [548, 1738, 785, 1764]
- page-label: ಪುಟ: [181, 174, 203, 191]
- event-a-4: [548, 1723, 785, 1765]
- obituary-name-4: ಶ್ರೀಮತಿ ಪುಟ್ಟಮ್ಮ: [360, 1907, 421, 1920]
- panchang-title: ಇಂದಿನ ಪಂಚಾಂಗ: [546, 1463, 787, 1487]
- obituary-photo-1: [181, 1429, 265, 1535]
- event-b-5-head: ■ ಮೈಸೂರು ವಿಶ್ವವಿದ್ಯಾನಿಲಯ:: [796, 1491, 912, 1504]
- lead-col-2: ಸರ್ಕಾರ ಸುಮಾರ್ ನಿಗಮನ ಪಡೆಯ 9 ಮಂದಿ ಕಾರಾಗೃಹ ಅಧೀಕ್ಷಕರು ಸೇರಿ ಶಿಬಿರಾರ್ಥಿಗಳು ತರಬೇತಿ ಪಡೆದಿದ್ದು, ಇವರಿಗೆ ವಿವಿಧ ವಿಭಾಗಗಳಲ್ಲಿ ಬಹುಮಾನ ವಿತರಿಸಲಾಯಿತು. ಸೆ.100ರಷ್ಟು ಫಲಿತಾಂಶ ದಾಖಲಾಗಿದೆ.: [731, 686, 898, 754]
- housing-kicker: ನೆರೆ ಸಂತ್ರಸ್ತರಿಗೆ ಮನೆ, ರಸ್ತೆ ನಿರ್ಮಾಣಕ್ಕೆ: [181, 541, 404, 561]
- event-a-1: [548, 1598, 785, 1653]
- events-divider-2: [985, 1333, 986, 2061]
- event-c-1: [989, 1833, 1170, 1861]
- event-c-4: [989, 1916, 1170, 1958]
- print-mark-black-left: [224, 2078, 235, 2089]
- left-column-divider: [530, 211, 531, 2063]
- housing-box: [328, 687, 530, 761]
- housing-byline: ವಸತಿ ಸಚಿವ ವಿ.ಸೋಮಣ್ಣ: [289, 598, 417, 616]
- radio-title: ಮೈಸೂರು ಆಕಾಶವಾಣಿ: [1185, 1298, 1367, 1326]
- housing-box-body: ನೆರೆ ಪರಿಹಾರ ಕಾಮಗಾರಿಗಳ ಪರಿಶೀಲನೆ ಸಂಬಂಧ ಸೆ.23ರಂದು ಮಡಿಕೇರಿಗೆ ಭೇಟಿ ನೀಡುತ್ತಿದ್ದೇನೆ. ಜಿಲ್ಲೆಯಲ್ಲಿ ಅಧಿಕಾರಿಗಳೊಂದಿಗೆ ಪರಿಶೀಲನೆ ನಡೆಸಿ ಸಂತ್ರಸ್ತರಿಗೆ ಸೂಕ್ತ ಪರಿಹಾರ ಕಲ್ಪಿಸಲು ಅಗತ್ಯ ಕ್ರಮ ವಹಿಸಲಿದ್ದೇನೆ. –ವಿ.ಸೋಮಣ್ಣ: [333, 709, 524, 755]
